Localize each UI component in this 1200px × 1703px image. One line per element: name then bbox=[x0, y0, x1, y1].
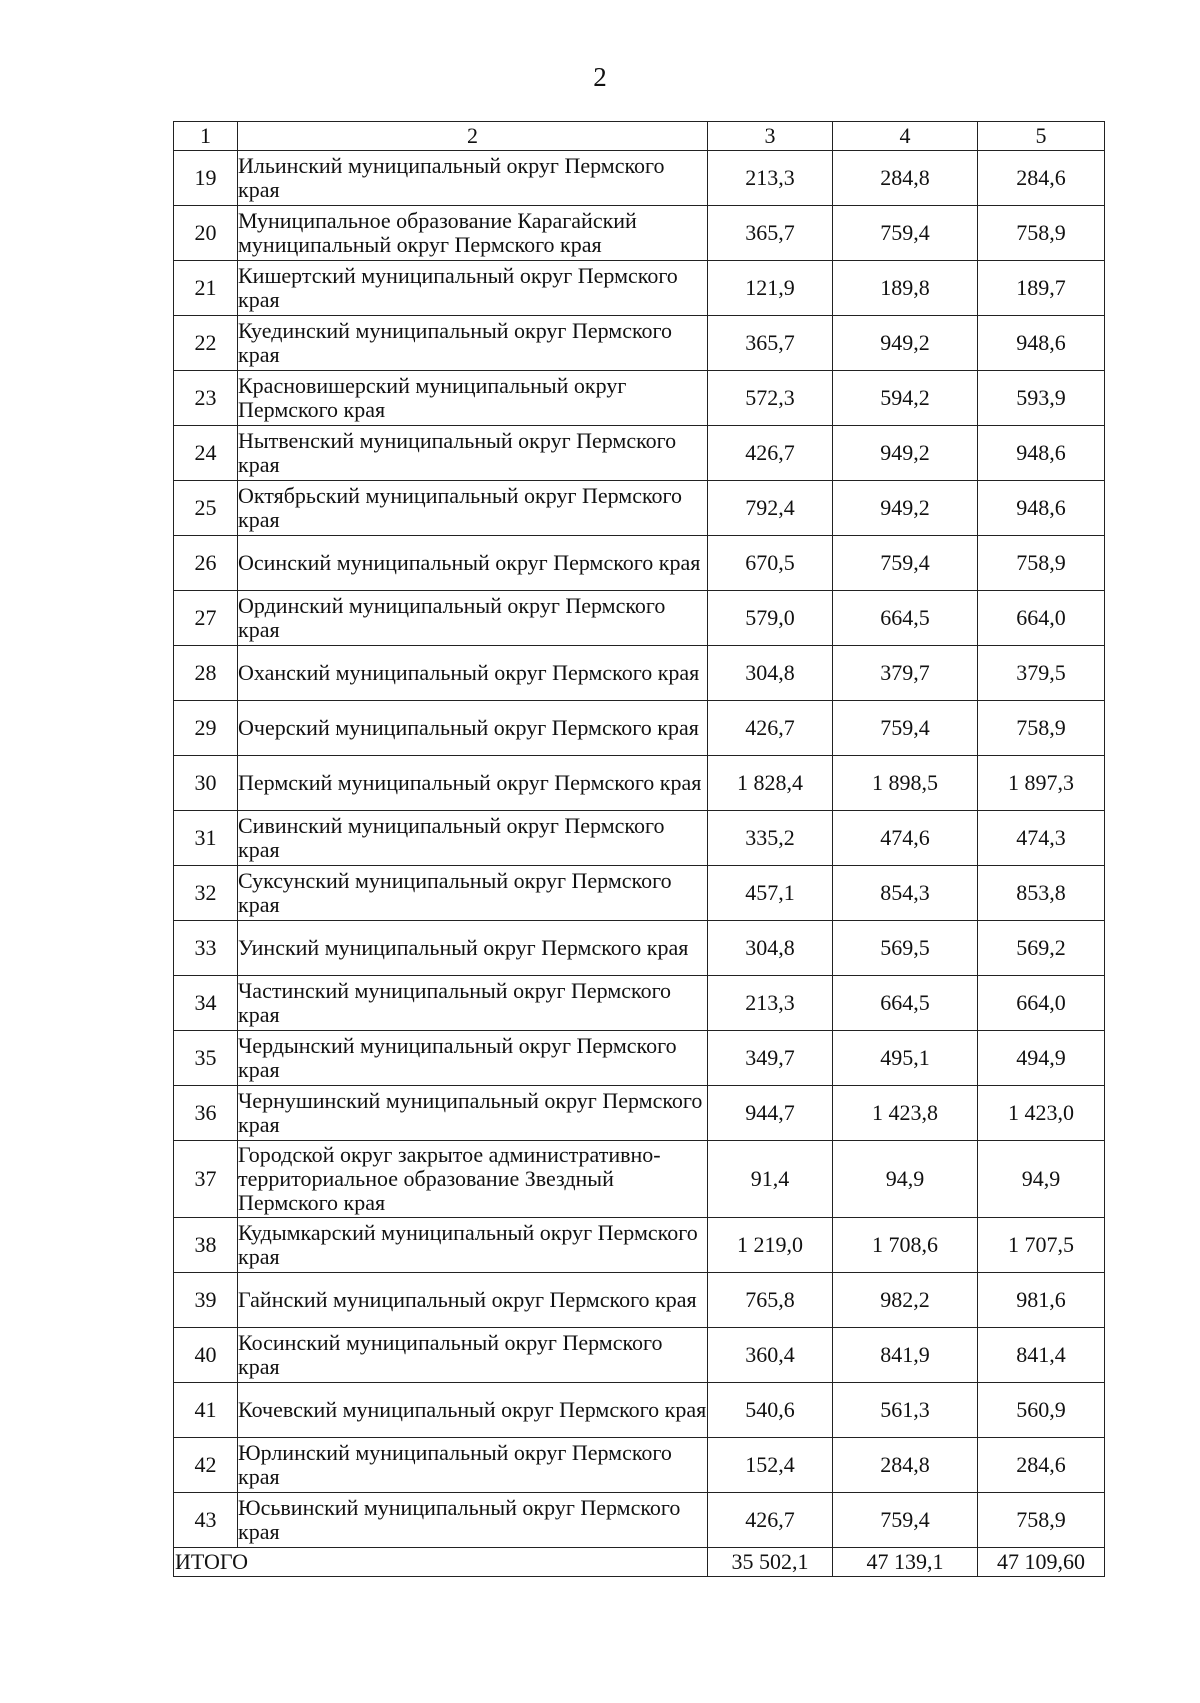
table-row bbox=[174, 426, 1105, 481]
row-number: 29 bbox=[174, 701, 238, 756]
table-row bbox=[174, 316, 1105, 371]
row-number: 35 bbox=[174, 1031, 238, 1086]
row-col-5-value: 758,9 bbox=[978, 1493, 1105, 1548]
table-row bbox=[174, 1086, 1105, 1141]
row-number: 19 bbox=[174, 151, 238, 206]
row-col-5-value: 664,0 bbox=[978, 591, 1105, 646]
row-municipality-name: Чернушинский муниципальный округ Пермского края bbox=[238, 1086, 708, 1141]
row-number: 33 bbox=[174, 921, 238, 976]
row-col-3-value: 213,3 bbox=[708, 976, 833, 1031]
row-col-5-value: 948,6 bbox=[978, 316, 1105, 371]
row-col-5-value: 758,9 bbox=[978, 536, 1105, 591]
row-col-4-value: 1 708,6 bbox=[833, 1218, 978, 1273]
row-col-3-value: 365,7 bbox=[708, 316, 833, 371]
row-col-3-value: 1 219,0 bbox=[708, 1218, 833, 1273]
row-municipality-name: Городской округ закрытое административно-территориальное образование Звездный Пермского края bbox=[238, 1141, 708, 1218]
row-municipality-name: Частинский муниципальный округ Пермского края bbox=[238, 976, 708, 1031]
row-municipality-name: Красновишерский муниципальный округ Пермского края bbox=[238, 371, 708, 426]
row-col-4-value: 495,1 bbox=[833, 1031, 978, 1086]
row-municipality-name: Уинский муниципальный округ Пермского края bbox=[238, 921, 708, 976]
row-col-3-value: 572,3 bbox=[708, 371, 833, 426]
row-col-3-value: 670,5 bbox=[708, 536, 833, 591]
row-col-5-value: 593,9 bbox=[978, 371, 1105, 426]
row-col-3-value: 365,7 bbox=[708, 206, 833, 261]
row-col-3-value: 792,4 bbox=[708, 481, 833, 536]
header-col-2: 2 bbox=[238, 122, 708, 151]
row-number: 22 bbox=[174, 316, 238, 371]
row-number: 25 bbox=[174, 481, 238, 536]
row-col-5-value: 1 707,5 bbox=[978, 1218, 1105, 1273]
table-row bbox=[174, 591, 1105, 646]
row-col-4-value: 594,2 bbox=[833, 371, 978, 426]
row-col-5-value: 379,5 bbox=[978, 646, 1105, 701]
row-col-5-value: 474,3 bbox=[978, 811, 1105, 866]
row-col-3-value: 360,4 bbox=[708, 1328, 833, 1383]
total-col-3: 35 502,1 bbox=[708, 1548, 833, 1577]
row-col-4-value: 94,9 bbox=[833, 1141, 978, 1218]
row-municipality-name: Кишертский муниципальный округ Пермского края bbox=[238, 261, 708, 316]
row-municipality-name: Юрлинский муниципальный округ Пермского края bbox=[238, 1438, 708, 1493]
row-col-4-value: 664,5 bbox=[833, 591, 978, 646]
row-municipality-name: Косинский муниципальный округ Пермского края bbox=[238, 1328, 708, 1383]
header-col-5: 5 bbox=[978, 122, 1105, 151]
row-col-3-value: 335,2 bbox=[708, 811, 833, 866]
row-col-5-value: 494,9 bbox=[978, 1031, 1105, 1086]
row-col-3-value: 579,0 bbox=[708, 591, 833, 646]
row-number: 27 bbox=[174, 591, 238, 646]
row-number: 42 bbox=[174, 1438, 238, 1493]
row-col-5-value: 853,8 bbox=[978, 866, 1105, 921]
row-municipality-name: Очерский муниципальный округ Пермского края bbox=[238, 701, 708, 756]
table-row bbox=[174, 206, 1105, 261]
row-col-4-value: 949,2 bbox=[833, 426, 978, 481]
table-row bbox=[174, 866, 1105, 921]
table-row bbox=[174, 1031, 1105, 1086]
row-col-4-value: 284,8 bbox=[833, 151, 978, 206]
row-number: 23 bbox=[174, 371, 238, 426]
table-row bbox=[174, 921, 1105, 976]
table-body bbox=[174, 151, 1105, 1548]
row-col-5-value: 841,4 bbox=[978, 1328, 1105, 1383]
row-col-4-value: 949,2 bbox=[833, 481, 978, 536]
table-row bbox=[174, 1328, 1105, 1383]
row-col-4-value: 1 423,8 bbox=[833, 1086, 978, 1141]
row-col-3-value: 765,8 bbox=[708, 1273, 833, 1328]
row-municipality-name: Сивинский муниципальный округ Пермского края bbox=[238, 811, 708, 866]
row-number: 31 bbox=[174, 811, 238, 866]
row-col-3-value: 457,1 bbox=[708, 866, 833, 921]
row-col-5-value: 569,2 bbox=[978, 921, 1105, 976]
table-row bbox=[174, 1273, 1105, 1328]
row-col-5-value: 758,9 bbox=[978, 206, 1105, 261]
row-col-4-value: 189,8 bbox=[833, 261, 978, 316]
row-col-3-value: 426,7 bbox=[708, 701, 833, 756]
row-col-4-value: 759,4 bbox=[833, 701, 978, 756]
row-col-3-value: 121,9 bbox=[708, 261, 833, 316]
table-row bbox=[174, 811, 1105, 866]
row-col-4-value: 379,7 bbox=[833, 646, 978, 701]
table-row bbox=[174, 536, 1105, 591]
row-municipality-name: Суксунский муниципальный округ Пермского края bbox=[238, 866, 708, 921]
row-number: 37 bbox=[174, 1141, 238, 1218]
row-col-4-value: 982,2 bbox=[833, 1273, 978, 1328]
header-col-4: 4 bbox=[833, 122, 978, 151]
row-municipality-name: Гайнский муниципальный округ Пермского края bbox=[238, 1273, 708, 1328]
row-col-4-value: 474,6 bbox=[833, 811, 978, 866]
table-row bbox=[174, 1438, 1105, 1493]
row-municipality-name: Муниципальное образование Карагайский муниципальный округ Пермского края bbox=[238, 206, 708, 261]
row-municipality-name: Куединский муниципальный округ Пермского края bbox=[238, 316, 708, 371]
row-col-3-value: 304,8 bbox=[708, 921, 833, 976]
row-number: 38 bbox=[174, 1218, 238, 1273]
row-col-5-value: 948,6 bbox=[978, 426, 1105, 481]
row-col-3-value: 1 828,4 bbox=[708, 756, 833, 811]
allocation-table bbox=[173, 121, 1105, 1577]
row-number: 28 bbox=[174, 646, 238, 701]
table-header-row bbox=[174, 122, 1105, 151]
row-number: 21 bbox=[174, 261, 238, 316]
table-row bbox=[174, 151, 1105, 206]
row-col-4-value: 949,2 bbox=[833, 316, 978, 371]
total-row bbox=[174, 1548, 1105, 1577]
table-row bbox=[174, 1141, 1105, 1218]
row-col-5-value: 1 423,0 bbox=[978, 1086, 1105, 1141]
row-col-4-value: 569,5 bbox=[833, 921, 978, 976]
row-col-5-value: 758,9 bbox=[978, 701, 1105, 756]
row-col-3-value: 349,7 bbox=[708, 1031, 833, 1086]
table-row bbox=[174, 701, 1105, 756]
row-municipality-name: Нытвенский муниципальный округ Пермского края bbox=[238, 426, 708, 481]
total-label: ИТОГО bbox=[174, 1548, 708, 1577]
row-col-5-value: 189,7 bbox=[978, 261, 1105, 316]
row-municipality-name: Кудымкарский муниципальный округ Пермского края bbox=[238, 1218, 708, 1273]
table-row bbox=[174, 481, 1105, 536]
total-col-4: 47 139,1 bbox=[833, 1548, 978, 1577]
row-col-4-value: 759,4 bbox=[833, 536, 978, 591]
row-col-4-value: 854,3 bbox=[833, 866, 978, 921]
table-row bbox=[174, 261, 1105, 316]
row-col-5-value: 94,9 bbox=[978, 1141, 1105, 1218]
row-municipality-name: Осинский муниципальный округ Пермского края bbox=[238, 536, 708, 591]
row-col-3-value: 426,7 bbox=[708, 1493, 833, 1548]
table-row bbox=[174, 1493, 1105, 1548]
row-col-5-value: 981,6 bbox=[978, 1273, 1105, 1328]
row-number: 20 bbox=[174, 206, 238, 261]
row-col-3-value: 540,6 bbox=[708, 1383, 833, 1438]
row-col-5-value: 664,0 bbox=[978, 976, 1105, 1031]
row-col-3-value: 304,8 bbox=[708, 646, 833, 701]
row-col-5-value: 284,6 bbox=[978, 1438, 1105, 1493]
row-col-5-value: 948,6 bbox=[978, 481, 1105, 536]
row-number: 34 bbox=[174, 976, 238, 1031]
row-municipality-name: Юсьвинский муниципальный округ Пермского края bbox=[238, 1493, 708, 1548]
page-number: 2 bbox=[593, 62, 607, 92]
row-col-4-value: 759,4 bbox=[833, 1493, 978, 1548]
row-col-3-value: 213,3 bbox=[708, 151, 833, 206]
row-number: 36 bbox=[174, 1086, 238, 1141]
row-col-3-value: 426,7 bbox=[708, 426, 833, 481]
table-row bbox=[174, 976, 1105, 1031]
row-municipality-name: Чердынский муниципальный округ Пермского края bbox=[238, 1031, 708, 1086]
row-number: 40 bbox=[174, 1328, 238, 1383]
table-row bbox=[174, 756, 1105, 811]
row-number: 39 bbox=[174, 1273, 238, 1328]
row-col-4-value: 284,8 bbox=[833, 1438, 978, 1493]
row-col-4-value: 759,4 bbox=[833, 206, 978, 261]
row-number: 43 bbox=[174, 1493, 238, 1548]
row-col-5-value: 284,6 bbox=[978, 151, 1105, 206]
row-number: 24 bbox=[174, 426, 238, 481]
row-number: 32 bbox=[174, 866, 238, 921]
row-municipality-name: Ильинский муниципальный округ Пермского края bbox=[238, 151, 708, 206]
row-number: 41 bbox=[174, 1383, 238, 1438]
table-row bbox=[174, 1383, 1105, 1438]
row-municipality-name: Ординский муниципальный округ Пермского края bbox=[238, 591, 708, 646]
header-col-3: 3 bbox=[708, 122, 833, 151]
row-number: 30 bbox=[174, 756, 238, 811]
table-row bbox=[174, 1218, 1105, 1273]
row-municipality-name: Кочевский муниципальный округ Пермского края bbox=[238, 1383, 708, 1438]
row-col-4-value: 1 898,5 bbox=[833, 756, 978, 811]
row-col-5-value: 560,9 bbox=[978, 1383, 1105, 1438]
row-col-3-value: 944,7 bbox=[708, 1086, 833, 1141]
table-row bbox=[174, 371, 1105, 426]
row-number: 26 bbox=[174, 536, 238, 591]
row-col-3-value: 152,4 bbox=[708, 1438, 833, 1493]
row-col-4-value: 561,3 bbox=[833, 1383, 978, 1438]
row-col-4-value: 664,5 bbox=[833, 976, 978, 1031]
row-col-5-value: 1 897,3 bbox=[978, 756, 1105, 811]
table-row bbox=[174, 646, 1105, 701]
row-col-3-value: 91,4 bbox=[708, 1141, 833, 1218]
header-col-1: 1 bbox=[174, 122, 238, 151]
row-municipality-name: Пермский муниципальный округ Пермского края bbox=[238, 756, 708, 811]
total-col-5: 47 109,60 bbox=[978, 1548, 1105, 1577]
row-municipality-name: Октябрьский муниципальный округ Пермского края bbox=[238, 481, 708, 536]
row-col-4-value: 841,9 bbox=[833, 1328, 978, 1383]
row-municipality-name: Оханский муниципальный округ Пермского края bbox=[238, 646, 708, 701]
